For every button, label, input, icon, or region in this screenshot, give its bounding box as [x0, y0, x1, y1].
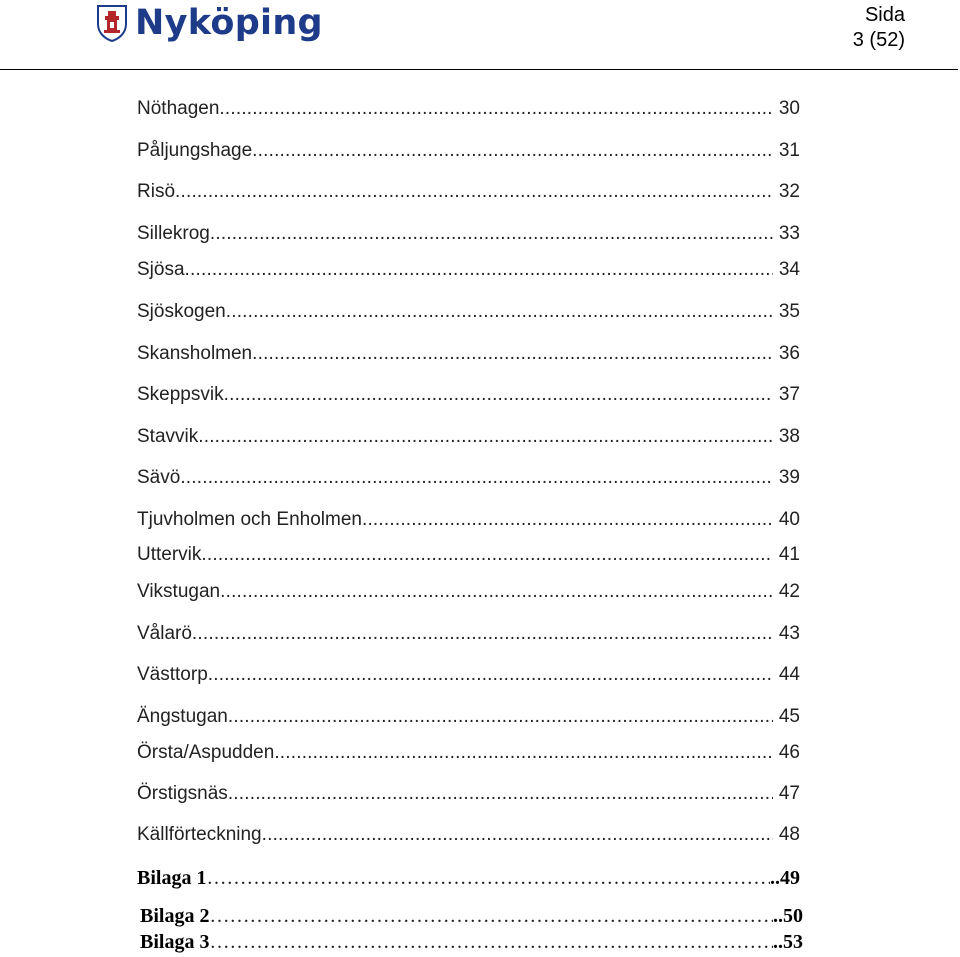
toc-entry[interactable]: Sillekrog ..... 33	[137, 222, 800, 246]
dot-leader	[175, 180, 773, 204]
dot-leader	[252, 139, 773, 163]
dot-leader	[180, 466, 773, 490]
toc-entry[interactable]: Örsta/Aspudden ..... 46	[137, 741, 800, 765]
dot-leader	[198, 425, 773, 449]
dot-leader	[274, 741, 773, 765]
toc-entry[interactable]: Påljungshage ..... 31	[137, 139, 800, 163]
dot-leader	[252, 342, 773, 366]
dot-leader	[209, 904, 773, 928]
toc-entry[interactable]: Sävö ..... 39	[137, 466, 800, 490]
dot-leader	[219, 97, 772, 121]
page-label: Sida	[864, 4, 905, 26]
dot-leader	[208, 663, 773, 687]
dot-leader	[192, 622, 773, 646]
dot-leader	[362, 508, 773, 532]
toc-entry[interactable]: Örstigsnäs ..... 47	[137, 782, 800, 806]
toc-entry[interactable]: Vålarö ..... 43	[137, 622, 800, 646]
toc-entry[interactable]: Västtorp ..... 44	[137, 663, 800, 687]
dot-leader	[220, 580, 773, 604]
toc-appendix-entry[interactable]: Bilaga 1 ……………………………………………………………………………………………………………………………………………………… ..49	[137, 866, 800, 890]
toc-appendix-entry[interactable]: Bilaga 2 ……………………………………………………………………………………………………………………………………………………… ..50	[140, 904, 803, 928]
toc-entry[interactable]: Stavvik ..... 38	[137, 425, 800, 449]
toc-appendix-entry[interactable]: Bilaga 3 ……………………………………………………………………………………………………………………………………………………… ..53	[140, 930, 803, 954]
toc-entry[interactable]: Skansholmen ..... 36	[137, 342, 800, 366]
dot-leader	[201, 543, 772, 567]
toc-entry[interactable]: Uttervik ..... 41	[137, 543, 800, 567]
dot-leader	[226, 300, 773, 324]
dot-leader	[228, 705, 773, 729]
toc-entry[interactable]: Ängstugan ..... 45	[137, 705, 800, 729]
page-number: 3 (52)	[852, 29, 905, 51]
dot-leader	[206, 866, 770, 890]
toc-entry[interactable]: Skeppsvik ..... 37	[137, 383, 800, 407]
toc-entry[interactable]: Sjöskogen ..... 35	[137, 300, 800, 324]
toc-entry[interactable]: Sjösa ..... 34	[137, 258, 800, 282]
dot-leader	[224, 383, 773, 407]
toc-entry[interactable]: Risö ..... 32	[137, 180, 800, 204]
brand-logo-text: Nyköping	[135, 3, 323, 43]
dot-leader	[209, 930, 773, 954]
dot-leader	[185, 258, 773, 282]
toc-entry[interactable]: Källförteckning ..... 48	[137, 823, 800, 847]
toc-entry[interactable]: Nöthagen ..... 30	[137, 97, 800, 121]
toc-entry[interactable]: Vikstugan ..... 42	[137, 580, 800, 604]
dot-leader	[228, 782, 773, 806]
dot-leader	[262, 823, 773, 847]
dot-leader	[210, 222, 773, 246]
toc-entry[interactable]: Tjuvholmen och Enholmen ..... 40	[137, 508, 800, 532]
